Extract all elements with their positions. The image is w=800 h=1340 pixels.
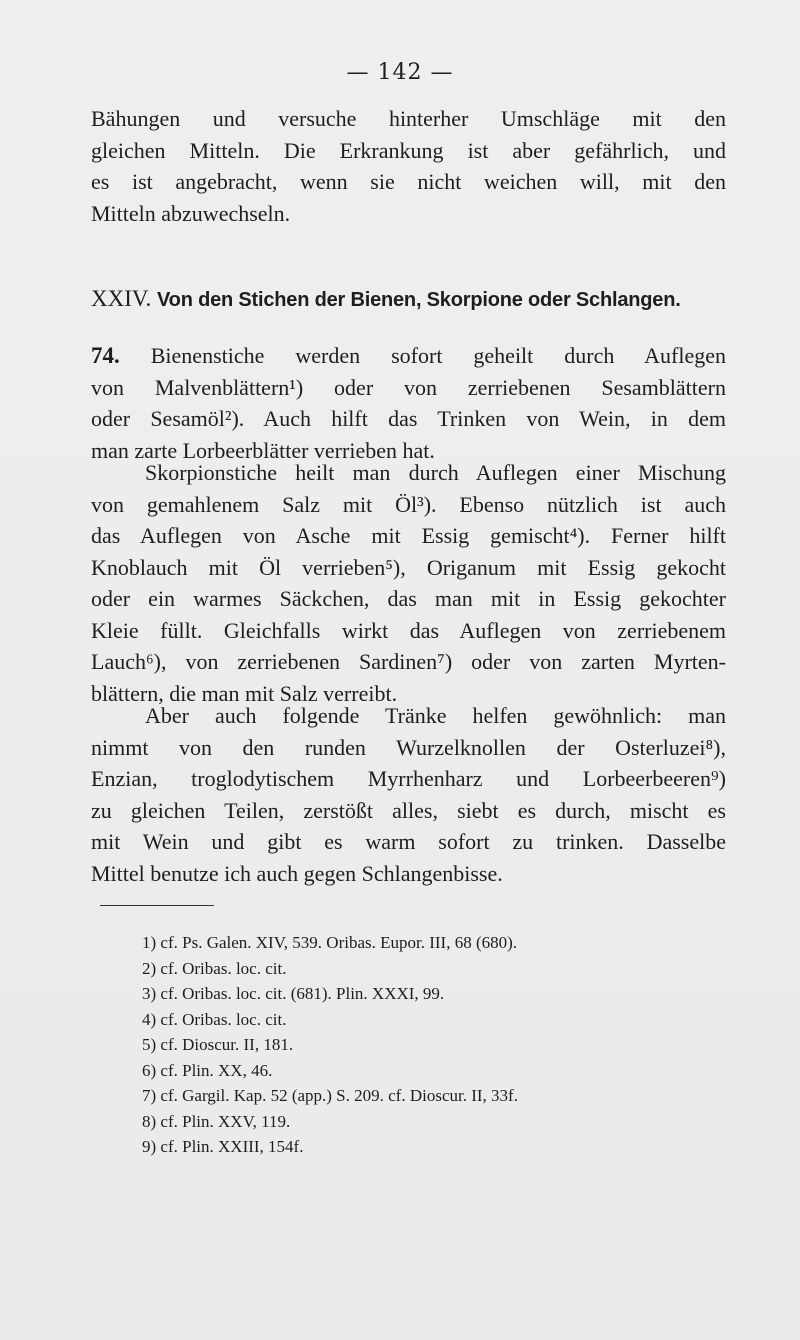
text-line	[91, 340, 726, 372]
footnote: 6) cf. Plin. XX, 46.	[142, 1060, 273, 1080]
paragraph-2	[91, 457, 726, 709]
text-line: Lauch⁶), von zerriebenen Sardinen⁷) oder von zarten Myrten-	[91, 649, 726, 674]
section-heading	[91, 283, 726, 316]
text-line: Mittel benutze ich auch gegen Schlangenbisse.	[91, 860, 503, 886]
text-line: von gemahlenem Salz mit Öl³). Ebenso nützlich ist auch	[91, 491, 726, 517]
page-number: — 142 —	[346, 60, 454, 85]
text-line: Enzian, troglodytischem Myrrhenharz und Lorbeerbeeren⁹)	[91, 766, 726, 791]
footnote: 5) cf. Dioscur. II, 181.	[142, 1035, 294, 1054]
footnote: 3) cf. Oribas. loc. cit. (681). Plin. XXXI, 99.	[142, 984, 445, 1003]
text-line-content: Bienenstiche werden sofort geheilt durch Auflegen	[150, 343, 726, 368]
intro-paragraph	[91, 103, 726, 229]
text-line: zu gleichen Teilen, zerstößt alles, siebt es durch, mischt es	[91, 797, 726, 823]
footnote-divider	[100, 905, 214, 906]
footnote: 7) cf. Gargil. Kap. 52 (app.) S. 209. cf. Dioscur. II, 33f.	[142, 1086, 518, 1105]
text-line: von Malvenblättern¹) oder von zerriebenen Sesamblättern	[91, 374, 726, 400]
text-line: gleichen Mitteln. Die Erkrankung ist aber gefährlich, und	[91, 137, 726, 163]
footnote: 8) cf. Plin. XXV, 119.	[142, 1111, 291, 1131]
text-line: Mitteln abzuwechseln.	[91, 200, 291, 226]
footnote: 9) cf. Plin. XXIII, 154f.	[142, 1137, 304, 1156]
footnote: 1) cf. Ps. Galen. XIV, 539. Oribas. Eupor. III, 68 (680).	[142, 933, 518, 952]
text-line: Bähungen und versuche hinterher Umschläge mit den	[91, 106, 726, 131]
footnote: 4) cf. Oribas. loc. cit.	[142, 1009, 287, 1029]
text-line: man zarte Lorbeerblätter verrieben hat.	[91, 437, 435, 463]
text-line: oder ein warmes Säckchen, das man mit in Essig gekochter	[91, 586, 726, 611]
text-line: blättern, die man mit Salz verreibt.	[91, 680, 398, 706]
paragraph-1	[91, 340, 726, 466]
paragraph-3	[91, 700, 726, 889]
text-line: Aber auch folgende Tränke helfen gewöhnlich: man	[145, 703, 726, 728]
footnote: 2) cf. Oribas. loc. cit.	[142, 958, 287, 978]
text-line: es ist angebracht, wenn sie nicht weichen will, mit den	[91, 169, 726, 194]
heading-numeral: XXIV.	[91, 286, 152, 311]
footnotes	[142, 930, 742, 1160]
text-line: das Auflegen von Asche mit Essig gemischt⁴). Ferner hilft	[91, 523, 726, 548]
heading-title: Von den Stichen der Bienen, Skorpione oder Schlangen.	[157, 289, 681, 311]
text-line: oder Sesamöl²). Auch hilft das Trinken von Wein, in dem	[91, 406, 726, 431]
text-line: Skorpionstiche heilt man durch Auflegen einer Mischung	[145, 460, 726, 485]
text-line: mit Wein und gibt es warm sofort zu trinken. Dasselbe	[91, 829, 726, 854]
text-line: nimmt von den runden Wurzelknollen der Osterluzei⁸),	[91, 734, 726, 760]
text-line: Knoblauch mit Öl verrieben⁵), Origanum mit Essig gekocht	[91, 554, 726, 580]
section-number: 74.	[91, 343, 120, 368]
text-line: Kleie füllt. Gleichfalls wirkt das Auflegen von zerriebenem	[91, 617, 726, 643]
